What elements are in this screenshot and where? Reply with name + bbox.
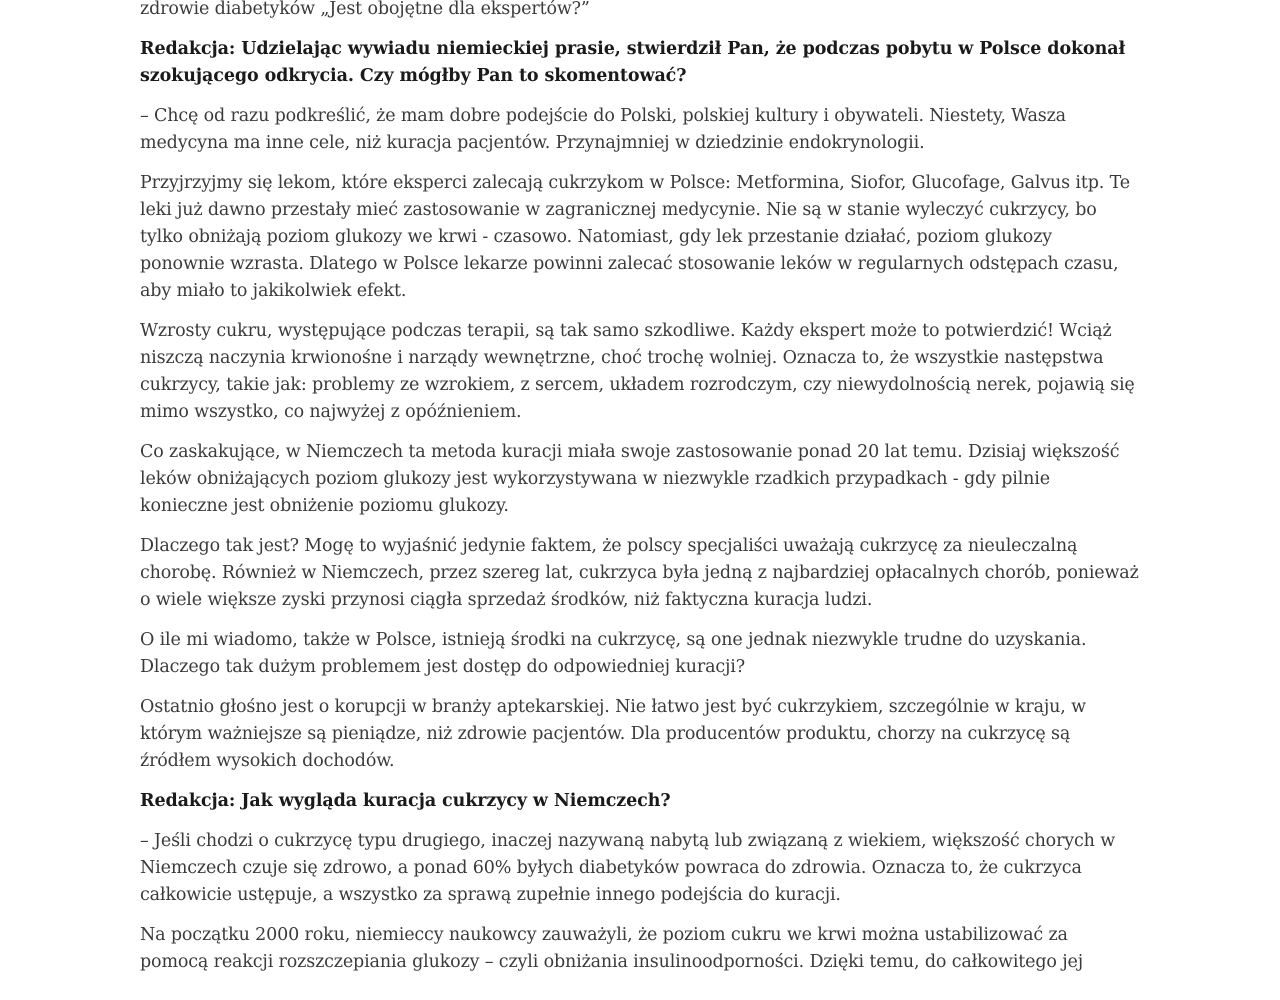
paragraph: O ile mi wiadomo, także w Polsce, istnieją środki na cukrzycę, są one jednak niezwykle trudne do uzyskania. Dlaczego tak dużym problemem jest dostęp do odpowiedniej kuracji? bbox=[140, 630, 1087, 677]
paragraph: zdrowie diabetyków „Jest obojętne dla ekspertów?” bbox=[140, 0, 590, 19]
paragraph: – Chcę od razu podkreślić, że mam dobre podejście do Polski, polskiej kultury i obywateli. Niestety, Wasza medycyna ma inne cele, niż kuracja pacjentów. Przynajmniej w dziedzinie endokrynologii. bbox=[140, 106, 1066, 153]
article-body bbox=[140, 0, 1140, 989]
paragraph: Co zaskakujące, w Niemczech ta metoda kuracji miała swoje zastosowanie ponad 20 lat temu. Dzisiaj większość leków obniżających poziom glukozy jest wykorzystywana w niezwykle rzadkich przypadkach - gdy pilnie konieczne jest obniżenie poziomu glukozy. bbox=[140, 442, 1120, 516]
interview-question: Redakcja: Udzielając wywiadu niemieckiej prasie, stwierdził Pan, że podczas pobytu w Polsce dokonał szokującego odkrycia. Czy mógłby Pan to skomentować? bbox=[140, 39, 1126, 86]
interview-question: Redakcja: Jak wygląda kuracja cukrzycy w Niemczech? bbox=[140, 791, 671, 811]
paragraph: Na początku 2000 roku, niemieccy naukowcy zauważyli, że poziom cukru we krwi można ustabilizować za pomocą reakcji rozszczepiania glukozy – czyli obniżania insulinoodporności. Dzięki temu, do całkowitego jej bbox=[140, 925, 1083, 972]
paragraph: Przyjrzyjmy się lekom, które eksperci zalecają cukrzykom w Polsce: Metformina, Siofor, Glucofage, Galvus itp. Te leki już dawno przestały mieć zastosowanie w zagranicznej medycynie. Nie są w stanie wyleczyć cukrzycy, bo tylko obniżają poziom glukozy we krwi - czasowo. Natomiast, gdy lek przestanie działać, poziom glukozy ponownie wzrasta. Dlatego w Polsce lekarze powinni zalecać stosowanie leków w regularnych odstępach czasu, aby miało to jakikolwiek efekt. bbox=[140, 173, 1130, 301]
paragraph: – Jeśli chodzi o cukrzycę typu drugiego, inaczej nazywaną nabytą lub związaną z wiekiem, większość chorych w Niemczech czuje się zdrowo, a ponad 60% byłych diabetyków powraca do zdrowia. Oznacza to, że cukrzyca całkowicie ustępuje, a wszystko za sprawą zupełnie innego podejścia do kuracji. bbox=[140, 831, 1116, 905]
paragraph: Ostatnio głośno jest o korupcji w branży aptekarskiej. Nie łatwo jest być cukrzykiem, szczególnie w kraju, w którym ważniejsze są pieniądze, niż zdrowie pacjentów. Dla producentów produktu, chorzy na cukrzycę są źródłem wysokich dochodów. bbox=[140, 697, 1086, 771]
paragraph: Wzrosty cukru, występujące podczas terapii, są tak samo szkodliwe. Każdy ekspert może to potwierdzić! Wciąż niszczą naczynia krwionośne i narządy wewnętrzne, choć trochę wolniej. Oznacza to, że wszystkie następstwa cukrzycy, takie jak: problemy ze wzrokiem, z sercem, układem rozrodczym, czy niewydolnością nerek, pojawią się mimo wszystko, co najwyżej z opóźnieniem. bbox=[140, 321, 1135, 422]
paragraph: Dlaczego tak jest? Mogę to wyjaśnić jedynie faktem, że polscy specjaliści uważają cukrzycę za nieuleczalną chorobę. Również w Niemczech, przez szereg lat, cukrzyca była jedną z najbardziej opłacalnych chorób, ponieważ o wiele większe zyski przynosi ciągła sprzedaż środków, niż faktyczna kuracja ludzi. bbox=[140, 536, 1139, 610]
